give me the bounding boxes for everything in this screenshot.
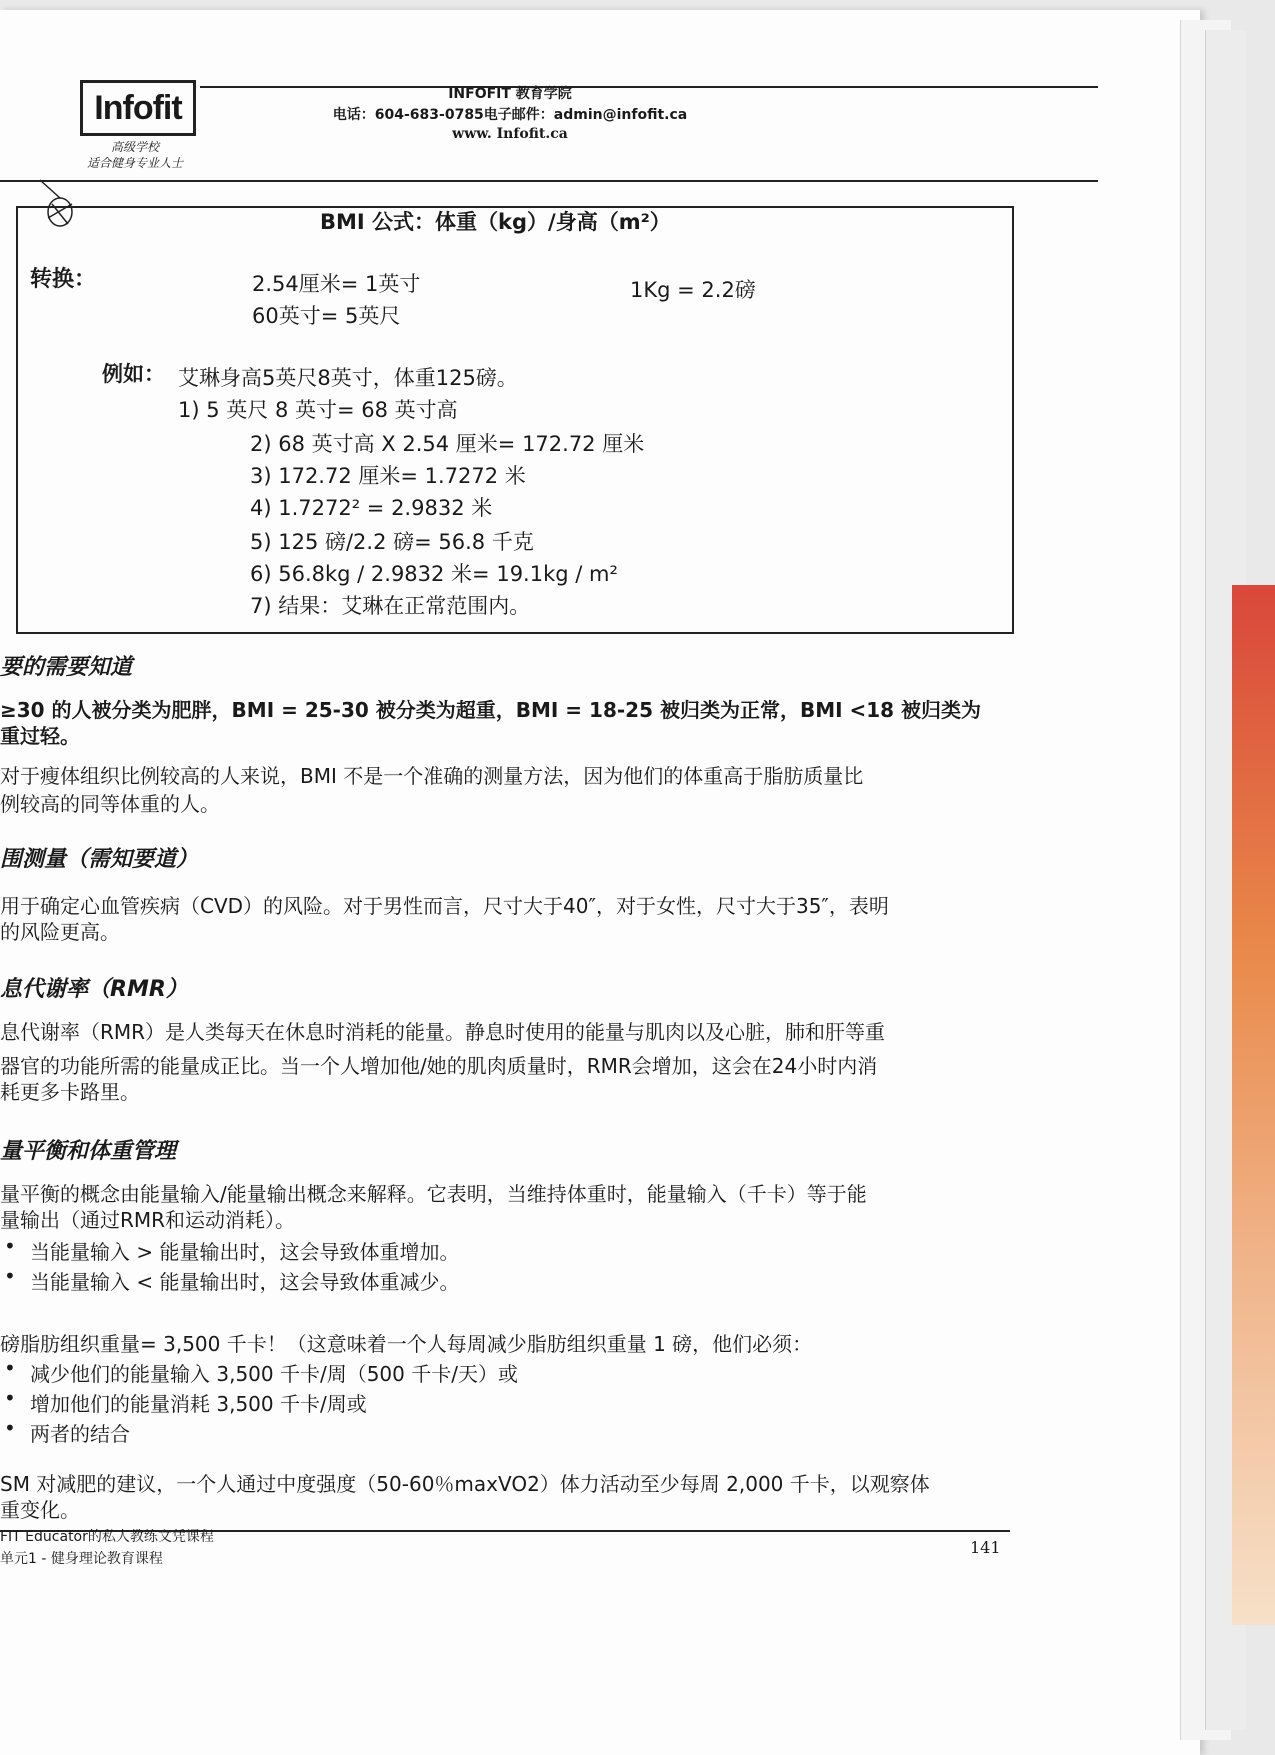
section-heading: 围测量（需知要道） bbox=[0, 847, 199, 872]
color-tab bbox=[1232, 585, 1275, 1625]
bullet-icon: • bbox=[4, 1356, 16, 1380]
body-text: ≥30 的人被分类为肥胖，BMI = 25-30 被分类为超重，BMI = 18-25 被归类为正常，BMI <18 被归类为 bbox=[0, 698, 982, 722]
body-text: 量平衡的概念由能量输入/能量输出概念来解释。它表明，当维持体重时，能量输入（千卡）等于能 bbox=[0, 1182, 867, 1206]
contact-info: 电话：604-683-0785电子邮件：admin@infofit.ca bbox=[332, 107, 688, 123]
body-text: 例较高的同等体重的人。 bbox=[0, 792, 220, 816]
body-text: 磅脂肪组织重量= 3,500 千卡！（这意味着一个人每周减少脂肪组织重量 1 磅，他们必须： bbox=[0, 1332, 813, 1356]
body-text: 息代谢率（RMR）是人类每天在休息时消耗的能量。静息时使用的能量与肌肉以及心脏，肺和肝等重 bbox=[0, 1020, 886, 1044]
header-rule bbox=[0, 180, 1098, 182]
bullet-text: 增加他们的能量消耗 3,500 千卡/周或 bbox=[30, 1392, 367, 1416]
bullet-text: 减少他们的能量输入 3,500 千卡/周（500 千卡/天）或 bbox=[30, 1362, 518, 1386]
body-text: 量输出（通过RMR和运动消耗）。 bbox=[0, 1208, 296, 1232]
example-step: 3) 172.72 厘米= 1.7272 米 bbox=[250, 464, 526, 488]
body-text: 耗更多卡路里。 bbox=[0, 1080, 140, 1104]
example-step: 2) 68 英寸高 X 2.54 厘米= 172.72 厘米 bbox=[250, 432, 645, 456]
section-heading: 要的需要知道 bbox=[0, 655, 133, 680]
website: www. Infofit.ca bbox=[452, 126, 568, 142]
example-label: 例如： bbox=[102, 362, 165, 386]
convert-label: 转换： bbox=[30, 267, 97, 292]
infofit-logo: Infofit bbox=[80, 80, 196, 136]
example-step: 6) 56.8kg / 2.9832 米= 19.1kg / m² bbox=[250, 562, 618, 586]
body-text: 对于瘦体组织比例较高的人来说，BMI 不是一个准确的测量方法，因为他们的体重高于脂肪质量比 bbox=[0, 764, 864, 788]
bullet-text: 当能量输入 > 能量输出时，这会导致体重增加。 bbox=[30, 1240, 460, 1264]
bullet-icon: • bbox=[4, 1386, 16, 1410]
body-text: 重过轻。 bbox=[0, 724, 80, 748]
body-text: SM 对减肥的建议，一个人通过中度强度（50-60％maxVO2）体力活动至少每周 2,000 千卡，以观察体 bbox=[0, 1472, 930, 1496]
body-text: 器官的功能所需的能量成正比。当一个人增加他/她的肌肉质量时，RMR会增加，这会在24小时内消 bbox=[0, 1054, 878, 1078]
body-text: 用于确定心血管疾病（CVD）的风险。对于男性而言，尺寸大于40″，对于女性，尺寸大于35″，表明 bbox=[0, 894, 889, 918]
bmi-formula-title: BMI 公式：体重（kg）/身高（m²） bbox=[320, 210, 671, 234]
body-text: 重变化。 bbox=[0, 1498, 80, 1522]
section-heading: 量平衡和体重管理 bbox=[0, 1139, 177, 1164]
page-number: 141 bbox=[970, 1538, 1001, 1557]
logo-subtitle: 高级学校 bbox=[110, 140, 159, 154]
footer-unit: 单元1 - 健身理论教育课程 bbox=[0, 1551, 163, 1567]
example-step: 5) 125 磅/2.2 磅= 56.8 千克 bbox=[250, 530, 534, 554]
example-step: 4) 1.7272² = 2.9832 米 bbox=[250, 496, 493, 520]
section-heading: 息代谢率（RMR） bbox=[0, 977, 188, 1002]
footer-course: FIT Educator的私人教练文凭课程 bbox=[0, 1529, 214, 1545]
conversion-cm-inch: 2.54厘米= 1英寸 bbox=[252, 272, 421, 296]
bullet-icon: • bbox=[4, 1416, 16, 1440]
bullet-text: 两者的结合 bbox=[30, 1422, 130, 1446]
logo-subtitle: 适合健身专业人士 bbox=[86, 156, 183, 170]
bullet-text: 当能量输入 < 能量输出时，这会导致体重减少。 bbox=[30, 1270, 460, 1294]
bullet-icon: • bbox=[4, 1234, 16, 1258]
example-step: 1) 5 英尺 8 英寸= 68 英寸高 bbox=[178, 398, 458, 422]
example-step: 7) 结果：艾琳在正常范围内。 bbox=[250, 594, 531, 618]
conversion-inch-foot: 60英寸= 5英尺 bbox=[252, 304, 401, 328]
example-text: 艾琳身高5英尺8英寸，体重125磅。 bbox=[178, 366, 518, 390]
org-name: INFOFIT 教育学院 bbox=[448, 86, 572, 102]
body-text: 的风险更高。 bbox=[0, 920, 120, 944]
bullet-icon: • bbox=[4, 1264, 16, 1288]
conversion-kg-lb: 1Kg = 2.2磅 bbox=[630, 278, 756, 302]
